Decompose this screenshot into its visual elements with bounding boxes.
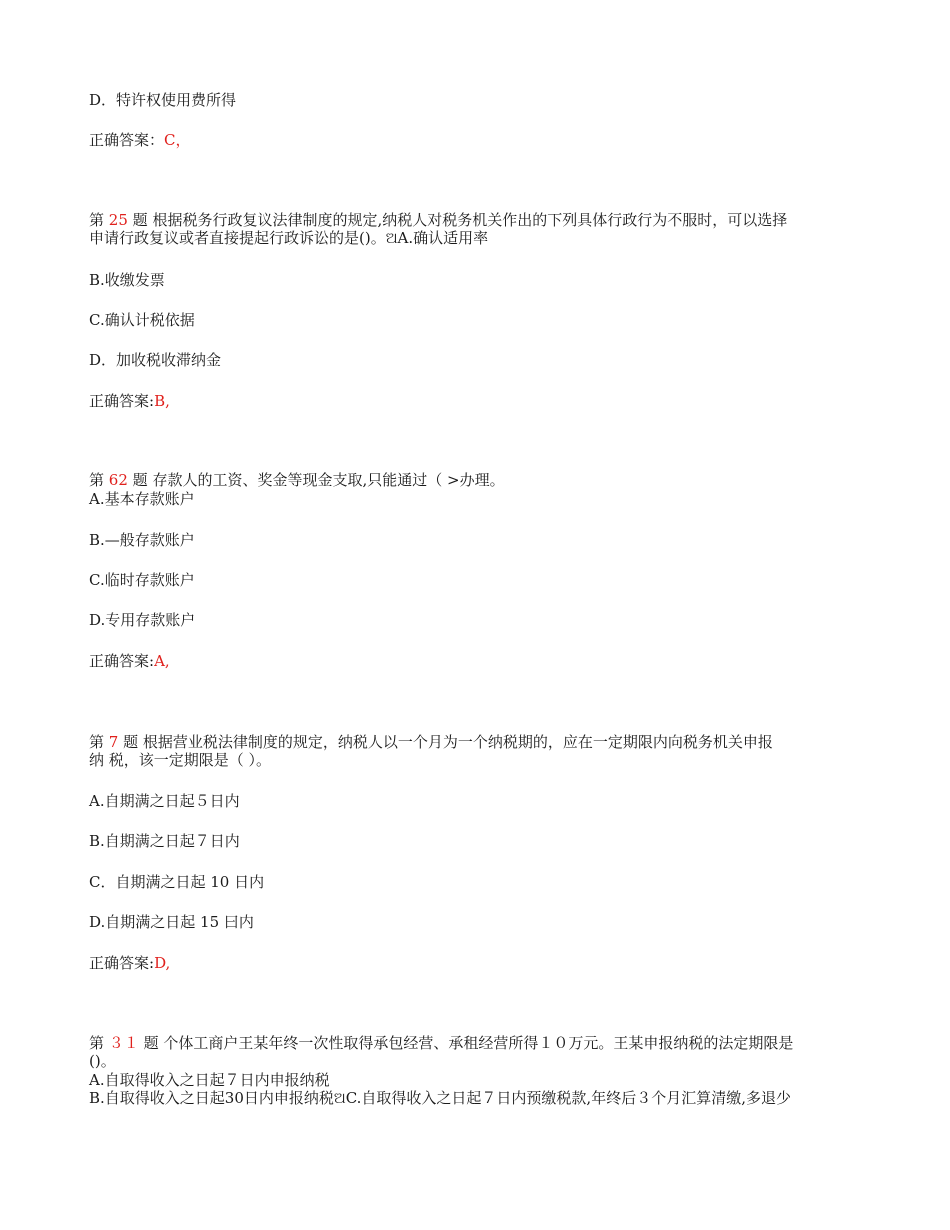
question-stem: 存款人的工资、奖金等现金支取,只能通过（ >办理。 [152, 471, 505, 489]
q7-option-c: C．自期满之日起 10 日内 [89, 873, 265, 891]
q31-stem [89, 1034, 869, 1070]
q25-option-c: C.确认计税依据 [89, 311, 195, 329]
q25-stem [89, 211, 869, 247]
question-stem-line1: 个体工商户王某年终一次性取得承包经营、承租经营所得１０万元。王某申报纳税的法定期限是 [163, 1034, 794, 1052]
q7-option-b: B.自期满之日起７日内 [89, 832, 240, 850]
q62-answer [89, 652, 170, 670]
question-prefix: 第 [89, 1034, 105, 1052]
q24-option-d: D．特许权使用费所得 [89, 91, 237, 109]
question-stem-line2: ()。 [89, 1052, 116, 1070]
q25-option-b: B.收缴发票 [89, 271, 165, 289]
q24-answer [89, 131, 191, 149]
q31-option-a: A.自取得收入之日起７日内申报纳税 [89, 1071, 330, 1089]
question-suffix: 题 [132, 211, 148, 229]
question-prefix: 第 [89, 471, 105, 489]
q25-answer [89, 392, 170, 410]
question-number: 62 [108, 471, 128, 489]
q31-option-b-c: B.自取得收入之日起30日内申报纳税ଅC.自取得收入之日起７日内预缴税款,年终后３个月汇算清缴,多退少 [89, 1089, 791, 1107]
question-suffix: 题 [143, 1034, 159, 1052]
q7-option-d: D.自期满之日起 15 曰内 [89, 913, 254, 931]
question-suffix: 题 [132, 471, 148, 489]
answer-value: C， [164, 131, 191, 149]
q62-option-c: C.临时存款账户 [89, 571, 195, 589]
q62-option-b: B.—般存款账户 [89, 531, 195, 549]
question-stem-line2: 纳 税，该一定期限是（ ）。 [89, 751, 272, 769]
question-prefix: 第 [89, 733, 105, 751]
question-number: 7 [108, 733, 119, 751]
q7-stem [89, 733, 869, 769]
answer-label: 正确答案： [89, 131, 165, 149]
q25-option-d: D．加收税收滞纳金 [89, 351, 222, 369]
answer-label: 正确答案: [89, 954, 155, 972]
question-stem-line1: 根据税务行政复议法律制度的规定,纳税人对税务机关作出的下列具体行政行为不服时，可以选择 [152, 211, 788, 229]
q62-option-a: A.基本存款账户 [89, 490, 195, 508]
answer-label: 正确答案: [89, 652, 155, 670]
question-number: ３１ [108, 1034, 139, 1052]
q62-stem [89, 471, 505, 489]
answer-value: D, [154, 954, 171, 972]
question-suffix: 题 [123, 733, 139, 751]
question-number: 25 [108, 211, 128, 229]
q7-answer [89, 954, 170, 972]
question-prefix: 第 [89, 211, 105, 229]
question-stem-line2: 申请行政复议或者直接提起行政诉讼的是()。ଅA.确认适用率 [89, 229, 489, 247]
answer-label: 正确答案: [89, 392, 155, 410]
q7-option-a: A.自期满之日起５日内 [89, 792, 240, 810]
q62-option-d: D.专用存款账户 [89, 611, 196, 629]
answer-value: B, [154, 392, 170, 410]
question-stem-line1: 根据营业税法律制度的规定，纳税人以一个月为一个纳税期的，应在一定期限内向税务机关申报 [142, 733, 773, 751]
answer-value: A, [154, 652, 170, 670]
